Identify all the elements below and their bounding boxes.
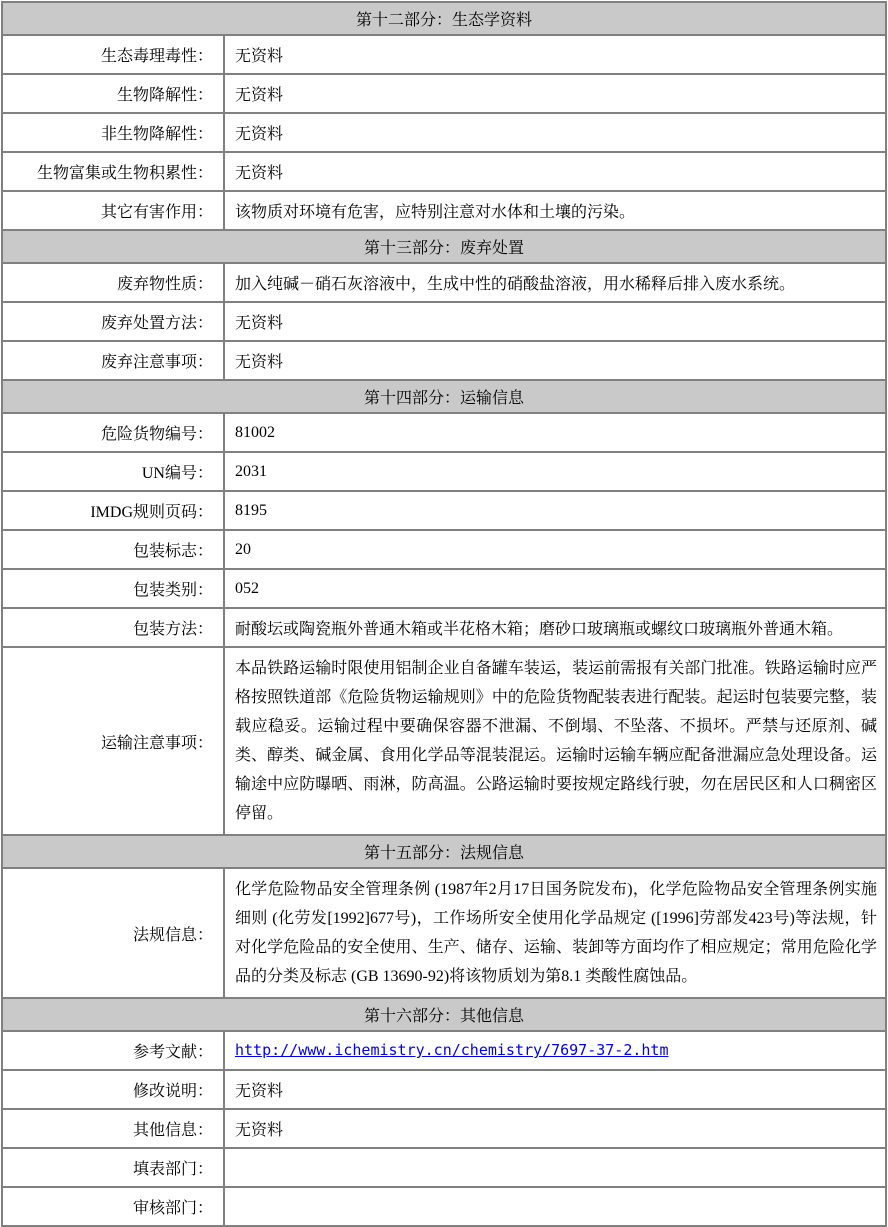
table-row xyxy=(2,1031,886,1070)
table-row xyxy=(2,35,886,74)
row-label: 法规信息： xyxy=(2,868,224,998)
row-value: 无资料 xyxy=(224,152,886,191)
table-row xyxy=(2,1109,886,1148)
table-row xyxy=(2,491,886,530)
row-label: 审核部门： xyxy=(2,1187,224,1226)
row-label: 生物富集或生物积累性： xyxy=(2,152,224,191)
section-header-15 xyxy=(2,835,886,868)
row-label: 包装标志： xyxy=(2,530,224,569)
row-value: 2031 xyxy=(224,452,886,491)
table-row xyxy=(2,608,886,647)
row-label: UN编号： xyxy=(2,452,224,491)
row-label: 废弃注意事项： xyxy=(2,341,224,380)
section-title: 第十三部分：废弃处置 xyxy=(2,230,886,263)
section-title: 第十五部分：法规信息 xyxy=(2,835,886,868)
row-label: 其它有害作用： xyxy=(2,191,224,230)
section-header-16 xyxy=(2,998,886,1031)
row-label: 非生物降解性： xyxy=(2,113,224,152)
row-value: 无资料 xyxy=(224,302,886,341)
table-row xyxy=(2,1187,886,1226)
msds-table xyxy=(1,1,887,1227)
row-value: 加入纯碱－硝石灰溶液中，生成中性的硝酸盐溶液，用水稀释后排入废水系统。 xyxy=(224,263,886,302)
row-label: 修改说明： xyxy=(2,1070,224,1109)
section-header-13 xyxy=(2,230,886,263)
table-row xyxy=(2,302,886,341)
row-label: 其他信息： xyxy=(2,1109,224,1148)
table-row xyxy=(2,152,886,191)
row-label: 包装方法： xyxy=(2,608,224,647)
table-row xyxy=(2,1070,886,1109)
table-row xyxy=(2,413,886,452)
row-value: 耐酸坛或陶瓷瓶外普通木箱或半花格木箱；磨砂口玻璃瓶或螺纹口玻璃瓶外普通木箱。 xyxy=(224,608,886,647)
section-title: 第十六部分：其他信息 xyxy=(2,998,886,1031)
row-value: 8195 xyxy=(224,491,886,530)
row-label: 包装类别： xyxy=(2,569,224,608)
table-row xyxy=(2,647,886,835)
section-header-12 xyxy=(2,2,886,35)
section-header-14 xyxy=(2,380,886,413)
row-value xyxy=(224,1031,886,1070)
section-title: 第十四部分：运输信息 xyxy=(2,380,886,413)
table-row xyxy=(2,868,886,998)
table-row xyxy=(2,569,886,608)
table-row xyxy=(2,341,886,380)
row-value: 81002 xyxy=(224,413,886,452)
row-value: 无资料 xyxy=(224,1070,886,1109)
row-value: 无资料 xyxy=(224,113,886,152)
row-label: 废弃处置方法： xyxy=(2,302,224,341)
row-value: 无资料 xyxy=(224,1109,886,1148)
row-label: 废弃物性质： xyxy=(2,263,224,302)
row-label: IMDG规则页码： xyxy=(2,491,224,530)
table-row xyxy=(2,452,886,491)
row-value: 无资料 xyxy=(224,341,886,380)
row-label: 参考文献： xyxy=(2,1031,224,1070)
row-label: 危险货物编号： xyxy=(2,413,224,452)
table-row xyxy=(2,113,886,152)
reference-link[interactable]: http://www.ichemistry.cn/chemistry/7697-37-2.htm xyxy=(235,1041,669,1059)
row-label: 运输注意事项： xyxy=(2,647,224,835)
section-title: 第十二部分：生态学资料 xyxy=(2,2,886,35)
row-value xyxy=(224,1148,886,1187)
row-value: 该物质对环境有危害，应特别注意对水体和土壤的污染。 xyxy=(224,191,886,230)
row-value: 052 xyxy=(224,569,886,608)
row-value: 无资料 xyxy=(224,74,886,113)
row-value: 本品铁路运输时限使用铝制企业自备罐车装运，装运前需报有关部门批准。铁路运输时应严格按照铁道部《危险货物运输规则》中的危险货物配装表进行配装。起运时包装要完整，装载应稳妥。运输过程中要确保容器不泄漏、不倒塌、不坠落、不损坏。严禁与还原剂、碱类、醇类、碱金属、食用化学品等混装混运。运输时运输车辆应配备泄漏应急处理设备。运输途中应防曝晒、雨淋，防高温。公路运输时要按规定路线行驶，勿在居民区和人口稠密区停留。 xyxy=(224,647,886,835)
row-value: 化学危险物品安全管理条例 (1987年2月17日国务院发布)，化学危险物品安全管理条例实施细则 (化劳发[1992]677号)，工作场所安全使用化学品规定 ([1996]劳部发423号)等法规，针对化学危险品的安全使用、生产、储存、运输、装卸等方面均作了相应规定；常用危险化学品的分类及标志 (GB 13690-92)将该物质划为第8.1 类酸性腐蚀品。 xyxy=(224,868,886,998)
row-value: 无资料 xyxy=(224,35,886,74)
table-row xyxy=(2,263,886,302)
table-row xyxy=(2,191,886,230)
row-label: 生物降解性： xyxy=(2,74,224,113)
row-value xyxy=(224,1187,886,1226)
table-row xyxy=(2,530,886,569)
table-row xyxy=(2,74,886,113)
table-row xyxy=(2,1148,886,1187)
row-label: 填表部门： xyxy=(2,1148,224,1187)
row-value: 20 xyxy=(224,530,886,569)
row-label: 生态毒理毒性： xyxy=(2,35,224,74)
